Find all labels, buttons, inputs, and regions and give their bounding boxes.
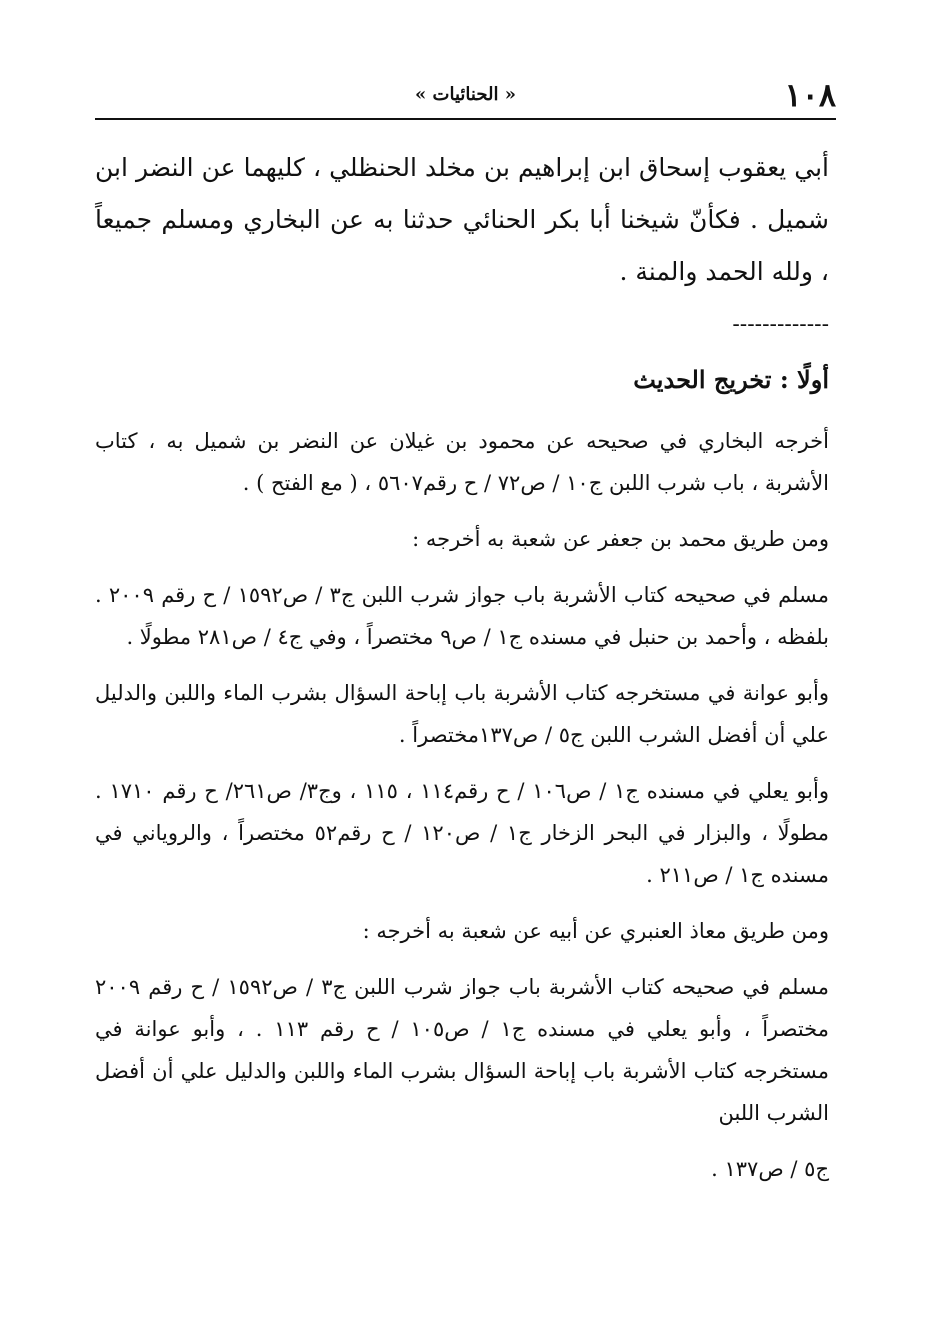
paragraph-final-reference: ج٥ / ص١٣٧ .: [711, 1157, 829, 1181]
paragraph-bukhari: أخرجه البخاري في صحيحه عن محمود بن غيلان عن النضر بن شميل به ، كتاب الأشربة ، باب شرب اللبن ج١٠ / ص٧٢ / ح رقم٥٦٠٧ ، ( مع الفتح ) .: [95, 429, 829, 495]
paragraph-abu-yala-bazzar: وأبو يعلي في مسنده ج١ / ص١٠٦ / ح رقم١١٤ ، ١١٥ ، وج٣/ ص٢٦١/ ح رقم ١٧١٠ . مطولًا ، والبزار في البحر الزخار ج١ / ص١٢٠ / ح رقم٥٢ مختصراً ، والروياني في مسنده ج١ / ص٢١١ .: [95, 779, 829, 887]
header-rule: [95, 118, 836, 120]
paragraph-chain-muhammad-ibn-jafar: ومن طريق محمد بن جعفر عن شعبة به أخرجه :: [412, 527, 829, 551]
page-header: [95, 72, 836, 118]
intro-paragraph: أبي يعقوب إسحاق ابن إبراهيم بن مخلد الحنظلي ، كليهما عن النضر ابن شميل . فكأنّ شيخنا أبا بكر الحنائي حدثنا به عن البخاري ومسلم جميعاً ، ولله الحمد والمنة .: [95, 153, 829, 286]
paragraph-abu-awana: وأبو عوانة في مستخرجه كتاب الأشربة باب إباحة السؤال بشرب الماء واللبن والدليل علي أن أفضل الشرب اللبن ج٥ / ص١٣٧مختصراً .: [95, 681, 829, 747]
page-number: ١٠٨: [784, 76, 836, 114]
paragraph-muslim-ahmad: مسلم في صحيحه كتاب الأشربة باب جواز شرب اللبن ج٣ / ص١٥٩٢ / ح رقم ٢٠٠٩ . بلفظه ، وأحمد بن حنبل في مسنده ج١ / ص٩ مختصراً ، وفي ج٤ / ص٢٨١ مطولًا .: [95, 583, 829, 649]
paragraph-chain-muadh-anbari: ومن طريق معاذ العنبري عن أبيه عن شعبة به أخرجه :: [362, 919, 829, 943]
takhrij-body: [95, 420, 829, 1204]
dashed-separator: -------------: [732, 312, 829, 337]
paragraph-muslim-abu-yala-abu-awana: مسلم في صحيحه كتاب الأشربة باب جواز شرب اللبن ج٣ / ص١٥٩٢ / ح رقم ٢٠٠٩ مختصراً ، وأبو يعلي في مسنده ج١ / ص١٠٥ / ح رقم ١١٣ . ، وأبو عوانة في مستخرجه كتاب الأشربة باب إباحة السؤال بشرب الماء واللبن والدليل علي أن أفضل الشرب اللبن: [95, 975, 829, 1125]
section-heading: أولًا : تخريج الحديث: [633, 365, 829, 394]
running-title: « الحنائيات »: [415, 84, 516, 105]
